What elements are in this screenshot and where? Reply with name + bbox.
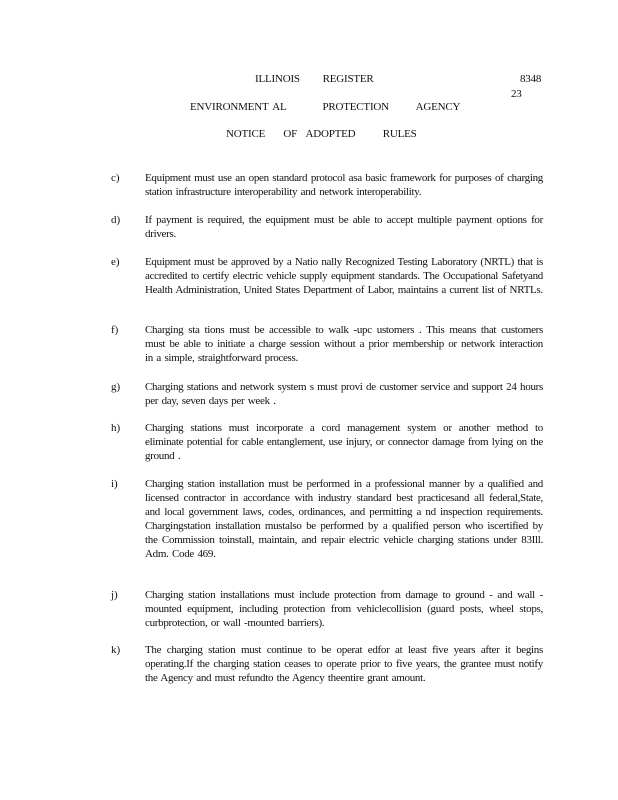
item-label: k) [111, 644, 121, 656]
item-label: h) [111, 422, 121, 434]
notice-title: NOTICE OF ADOPTED RULES [226, 128, 417, 140]
register-title: ILLINOIS REGISTER [255, 73, 374, 85]
item-label: d) [111, 214, 121, 226]
item-label: e) [111, 256, 120, 268]
agency-title: ENVIRONMENT AL PROTECTION AGENCY [190, 101, 461, 113]
item-text: If payment is required, the equipment must be able to accept multiple payment options for drivers. [145, 214, 543, 240]
item-text: Equipment must be approved by a Natio nally Recognized Testing Laboratory (NRTL) that is accredited to certify electric vehicle supply equipment standards. The Occupational Safetyand Health Administration, United States Department of Labor, maintains a current list of NRTLs. [145, 256, 543, 296]
item-text: Charging sta tions must be accessible to walk -upc ustomers . This means that customers must be able to initiate a charge session without a prior membership or network interaction in a simple, straightforward process. [145, 324, 543, 364]
item-label: c) [111, 172, 120, 184]
item-text: Charging stations must incorporate a cord management system or another method to eliminate potential for cable entanglement, use injury, or connector damage from lying on the ground . [145, 422, 543, 462]
item-text: Equipment must use an open standard protocol asa basic framework for purposes of charging station infrastructure interoperability and network interoperability. [145, 172, 543, 198]
item-text: Charging station installations must include protection from damage to ground - and wall -mounted equipment, including protection from vehiclecollision (guard posts, wheel stops, curbprotection, or wall -mounted barriers). [145, 589, 543, 629]
issue-number: 23 [511, 88, 522, 100]
item-text: The charging station must continue to be operat edfor at least five years after it begins operating.If the charging station ceases to operate prior to five years, the grantee must notify the Agency and must refundto the Agency theentire grant amount. [145, 644, 543, 684]
item-label: f) [111, 324, 119, 336]
item-label: g) [111, 381, 121, 393]
item-label: j) [111, 589, 118, 601]
page-number: 8348 [520, 73, 542, 85]
item-text: Charging station installation must be performed in a professional manner by a qualified and licensed contractor in accordance with industry standard best practicesand all federal,State, and local government laws, codes, ordinances, and permitting a nd inspection requirements. Chargingstation installation mustalso be performed by a qualified person who iscertified by the Commission toinstall, maintain, and repair electric vehicle charging stations under 83Ill. Adm. Code 469. [145, 478, 543, 560]
item-text: Charging stations and network system s must provi de customer service and support 24 hours per day, seven days per week . [145, 381, 543, 407]
item-label: i) [111, 478, 118, 490]
